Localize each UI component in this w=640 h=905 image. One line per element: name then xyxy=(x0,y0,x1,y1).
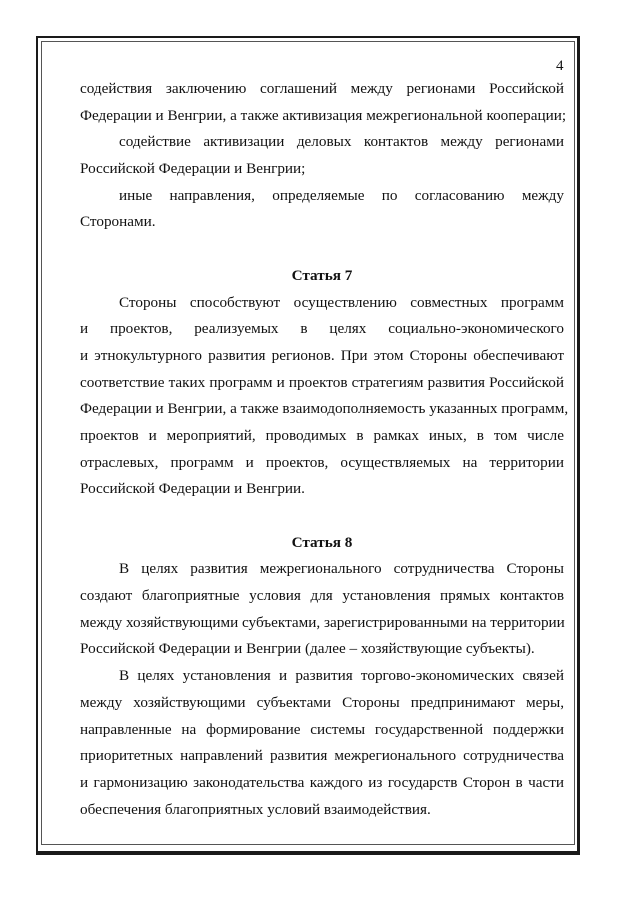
text-line: направленные на формирование системы государственной поддержки xyxy=(80,720,564,738)
text-line: Российской Федерации и Венгрии (далее – хозяйствующие субъекты). xyxy=(80,640,535,658)
text-line: Стороны способствуют осуществлению совместных программ xyxy=(119,293,564,311)
article-8-paragraph-1 xyxy=(80,556,564,663)
page-number: 4 xyxy=(556,58,564,74)
text-line: между хозяйствующими субъектами Стороны предпринимают меры, xyxy=(80,693,564,711)
text-line: В целях развития межрегионального сотрудничества Стороны xyxy=(119,560,564,578)
paragraph-business-contacts xyxy=(80,129,564,182)
text-line: Сторонами. xyxy=(80,213,156,231)
text-line: проектов и мероприятий, проводимых в рамках иных, в том числе xyxy=(80,426,564,444)
text-line: Федерации и Венгрии, а также взаимодополняемость указанных программ, xyxy=(80,400,569,418)
text-line: приоритетных направлений развития межрегионального сотрудничества xyxy=(80,747,564,765)
article-7-heading: Статья 7 xyxy=(291,266,353,284)
text-line: Федерации и Венгрии, а также активизация межрегиональной кооперации; xyxy=(80,106,567,124)
article-8-heading: Статья 8 xyxy=(291,533,353,551)
text-line: обеспечения благоприятных условий взаимодействия. xyxy=(80,800,431,818)
paragraph-other-directions xyxy=(80,183,564,236)
document-body xyxy=(80,76,569,823)
text-line: создают благоприятные условия для установления прямых контактов xyxy=(80,587,564,605)
text-line: и проектов, реализуемых в целях социально-экономического xyxy=(80,320,564,338)
text-line: иные направления, определяемые по согласованию между xyxy=(119,186,564,204)
text-line: и гармонизацию законодательства каждого из государств Сторон в части xyxy=(80,773,564,791)
text-line: соответствие таких программ и проектов стратегиям развития Российской xyxy=(80,373,564,391)
article-8-paragraph-2 xyxy=(80,663,564,823)
text-line: содействие активизации деловых контактов между регионами xyxy=(119,133,564,151)
text-line: отраслевых, программ и проектов, осуществляемых на территории xyxy=(80,453,564,471)
text-line: Российской Федерации и Венгрии; xyxy=(80,160,306,178)
text-line: содействия заключению соглашений между регионами Российской xyxy=(80,80,564,97)
paragraph-cooperation-agreements xyxy=(80,76,567,129)
text-line: между хозяйствующими субъектами, зарегистрированными на территории xyxy=(80,613,565,631)
article-7-paragraph xyxy=(80,290,569,504)
text-line: Российской Федерации и Венгрии. xyxy=(80,480,305,498)
text-line: В целях установления и развития торгово-экономических связей xyxy=(119,667,564,685)
text-line: и этнокультурного развития регионов. При этом Стороны обеспечивают xyxy=(80,346,564,364)
